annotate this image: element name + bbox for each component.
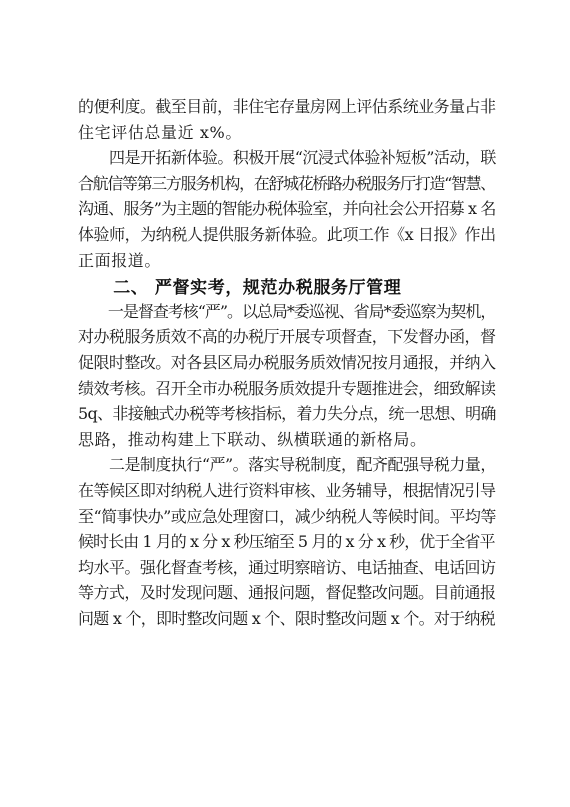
- paragraph-first-line: 四是开拓新体验。积极开展“沉浸式体验补短板”活动，联: [78, 148, 496, 168]
- paragraph-first-line: 一是督查考核“严”。以总局*委巡视、省局*委巡察为契机，: [78, 301, 496, 321]
- body-text-line: 合航信等第三方服务机构，在舒城花桥路办税服务厅打造“智慧、: [78, 173, 495, 193]
- body-text-line: 思路，推动构建上下联动、纵横联通的新格局。: [78, 429, 427, 449]
- paragraph-first-line: 二是制度执行“严”。落实导税制度，配齐配强导税力量，: [78, 455, 496, 475]
- body-text-line: 住宅评估总量近 x%。: [78, 122, 242, 142]
- body-text-line: 沟通、服务”为主题的智能办税体验室，并向社会公开招募 x 名: [78, 199, 496, 219]
- body-text-line: 正面报道。: [78, 250, 162, 270]
- body-text-line: 对办税服务质效不高的办税厅开展专项督查，下发督办函，督: [78, 327, 496, 347]
- body-text-line: 促限时整改。对各县区局办税服务质效情况按月通报，并纳入: [78, 353, 496, 372]
- section-heading: 二、 严督实考，规范办税服务厅管理: [78, 278, 402, 299]
- body-text-line: 的便利度。截至目前，非住宅存量房网上评估系统业务量占非: [78, 97, 496, 116]
- body-text-line: 5q、非接触式办税等考核指标，着力失分点，统一思想、明确: [78, 404, 496, 424]
- body-text-line: 等方式，及时发现问题、通报问题，督促整改问题。目前通报: [78, 583, 496, 603]
- body-text-line: 体验师，为纳税人提供服务新体验。此项工作《x 日报》作出: [78, 225, 496, 244]
- body-text-line: 至“简事快办”或应急处理窗口，减少纳税人等候时间。平均等: [78, 506, 496, 526]
- body-text-line: 均水平。强化督查考核，通过明察暗访、电话抽查、电话回访: [78, 557, 496, 577]
- body-text-line: 绩效考核。召开全市办税服务质效提升专题推进会，细致解读: [78, 378, 496, 398]
- body-text-line: 问题 x 个，即时整改问题 x 个、限时整改问题 x 个。对于纳税: [78, 609, 495, 628]
- body-text-line: 候时长由 1 月的 x 分 x 秒压缩至 5 月的 x 分 x 秒，优于全省平: [78, 532, 495, 552]
- body-text-line: 在等候区即对纳税人进行资料审核、业务辅导，根据情况引导: [78, 481, 496, 500]
